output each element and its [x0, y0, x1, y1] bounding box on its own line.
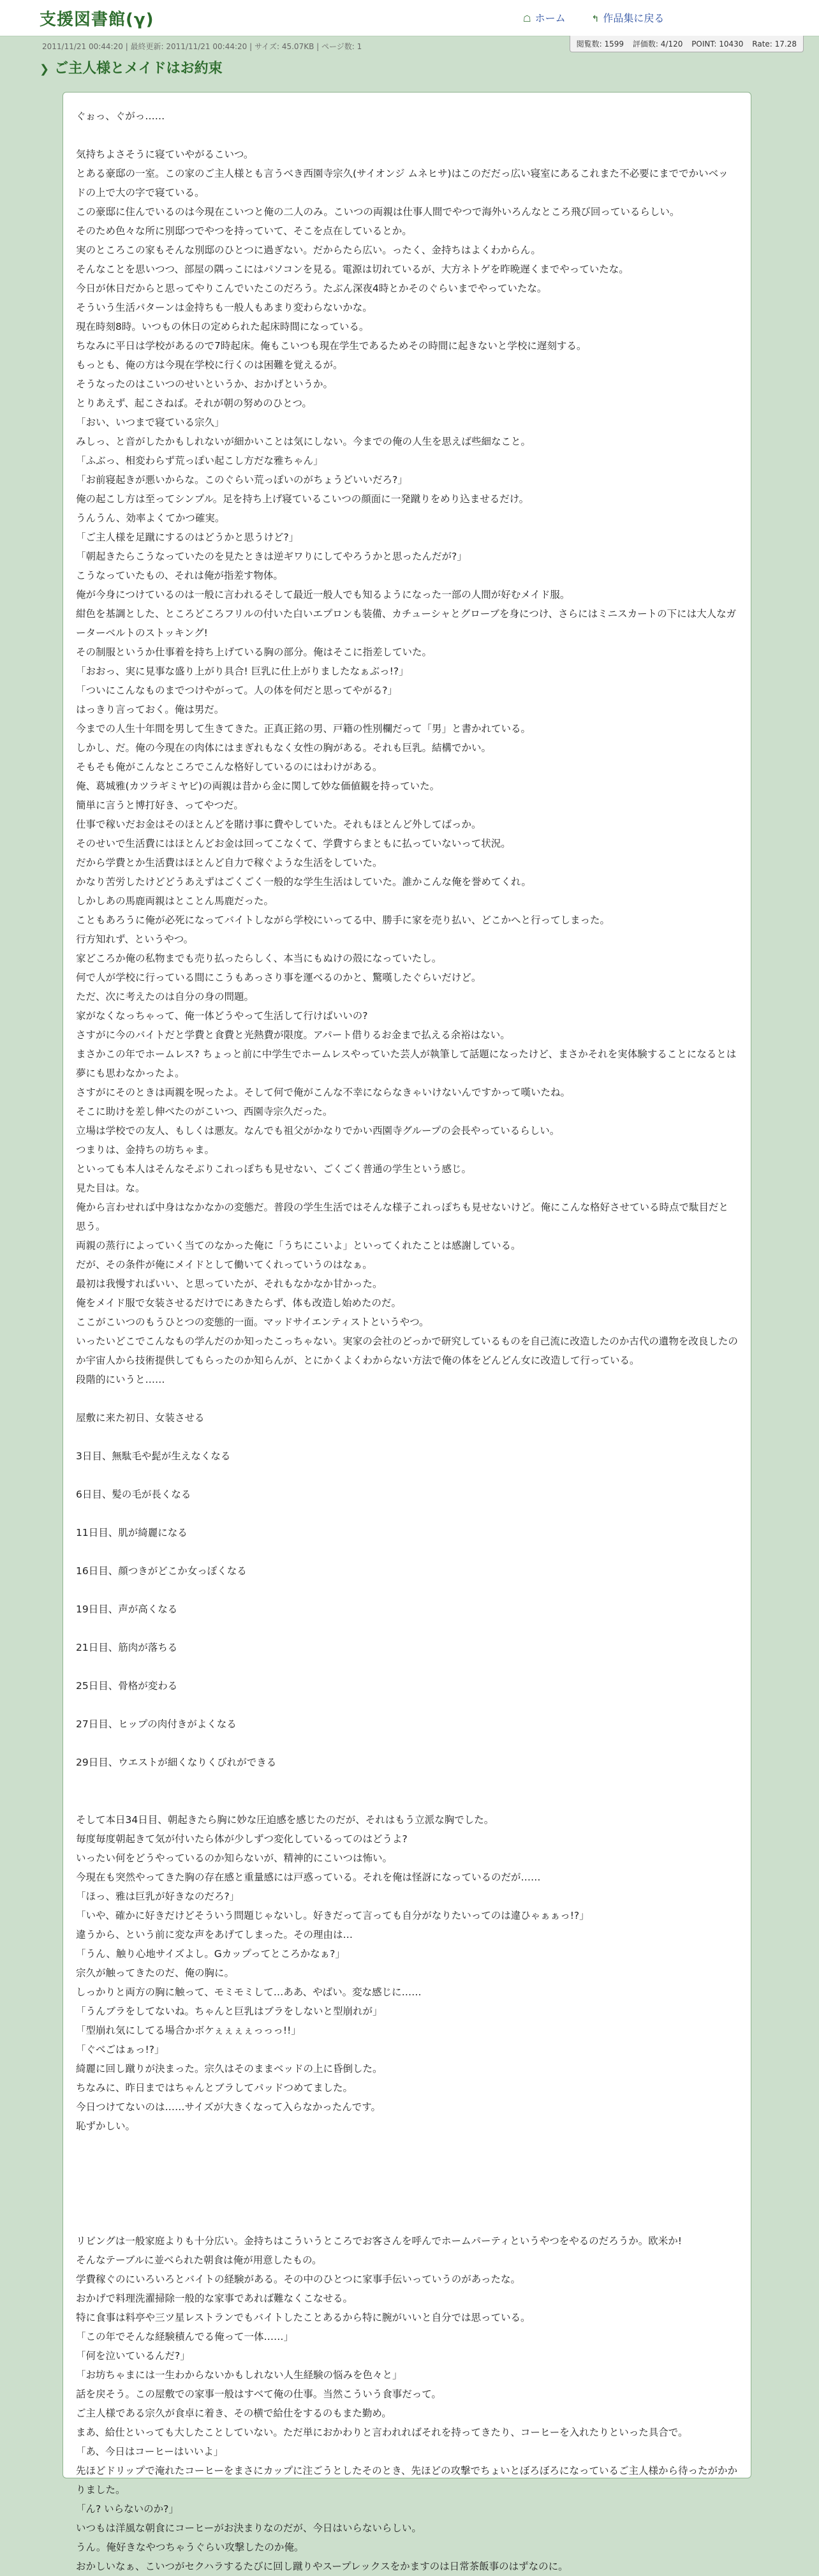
nav-back-link[interactable]: [592, 12, 665, 24]
story-line: そんなことを思いつつ、部屋の隅っこにはパソコンを見る。電源は切れているが、大方ネトゲを昨晩遅くまでやっていたな。: [76, 264, 629, 275]
blank-line: [76, 1542, 738, 1561]
story-line: この豪邸に住んでいるのは今現在こいつと俺の二人のみ。こいつの両親は仕事人間でやつで海外いろんなところ飛び回っているらしい。: [76, 206, 680, 218]
blank-line: [76, 2212, 738, 2231]
story-line: うん。俺好きなやつちゃうぐらい攻撃したのか俺。: [76, 2542, 304, 2553]
story-line: みしっ、と音がしたかもしれないが細かいことは気にしない。今までの俺の人生を思えば些細なこと。: [76, 436, 531, 447]
story-line: 紺色を基調とした、ところどころフリルの付いた白いエプロンも装備、カチューシャとグローブを身につけ、さらにはミニスカートの下には大人なガーターベルトのストッキング!: [76, 608, 737, 639]
story-line: 「うんブラをしてないね。ちゃんと巨乳はブラをしないと型崩れが」: [76, 2006, 383, 2017]
story-line: かなり苦労したけどどうあえずはごくごく一般的な学生生活はしていた。誰かこんな俺を誉めてくれ。: [76, 876, 531, 888]
story-line: 話を戻そう。この屋敷での家事一般はすべて俺の仕事。当然こういう食事だって。: [76, 2388, 441, 2400]
story-body: [63, 92, 751, 2572]
story-line: そのせいで生活費にはほとんどお金は回ってこなくて、学費すらまともに払っていないって状況。: [76, 838, 511, 849]
story-line: 今現在も突然やってきた胸の存在感と重量感には戸惑っている。それを俺は怪訝になっているのだが……: [76, 1872, 541, 1883]
story-line: いったいどこでこんなもの学んだのか知ったこっちゃない。実家の会社のどっかで研究しているものを自己流に改造したのか古代の遺物を改良したのか宇宙人から技術提供してもらったのか知らんが、とにかくよくわからない方法で俺の体をどんどん女に改造して行っている。: [76, 1336, 738, 1366]
story-line: そもそも俺がこんなところでこんな格好しているのにはわけがある。: [76, 761, 383, 773]
story-line: 恥ずかしい。: [76, 2120, 136, 2132]
story-line: そこに助けを差し伸べたのがこいつ、西園寺宗久だった。: [76, 1106, 333, 1117]
blank-line: [76, 1389, 738, 1408]
story-line: 「この年でそんな経験積んでる俺って一体……」: [76, 2331, 294, 2342]
story-line: 実のところこの家もそんな別邸のひとつに過ぎない。だからたら広い。ったく、金持ちはよくわからん。: [76, 244, 541, 256]
site-title[interactable]: 支援図書館(γ): [40, 10, 154, 29]
story-line: こともあろうに俺が必死になってバイトしながら学校にいってる中、勝手に家を売り払い、どこかへと行ってしまった。: [76, 914, 610, 926]
blank-line: [76, 1466, 738, 1485]
story-line: とりあえず、起こさねば。それが朝の努めのひとつ。: [76, 398, 312, 409]
story-line: 気持ちよさそうに寝ていやがるこいつ。: [76, 149, 254, 160]
story-line: 「ふぶっ、相変わらず荒っぽい起こし方だな雅ちゃん」: [76, 455, 323, 466]
story-line: 「ついにこんなものまでつけやがって。人の体を何だと思ってやがる?」: [76, 685, 397, 696]
story-line: といっても本人はそんなそぶりこれっぽちも見せない、ごくごく普通の学生という感じ。: [76, 1163, 472, 1175]
story-line: いつもは洋風な朝食にコーヒーがお決まりなのだが、今日はいらないらしい。: [76, 2522, 422, 2534]
blank-line: [76, 2193, 738, 2212]
story-line: 「おおっ、実に見事な盛り上がり具合! 巨乳に仕上がりましたなぁぶっ!?」: [76, 666, 409, 677]
story-line: 俺が今身につけているのは一般に言われるそして最近一般人でも知るようになった一部の人間が好むメイド服。: [76, 589, 570, 600]
story-line: 「何を泣いているんだ?」: [76, 2350, 190, 2362]
story-line: 最初は我慢すればいい、と思っていたが、それもなかなか甘かった。: [76, 1278, 383, 1290]
story-line: おかげで料理洗濯掃除一般的な家事であれば難なくこなせる。: [76, 2293, 353, 2304]
stat-views: 閲覧数: 1599: [576, 40, 624, 48]
story-line: 毎度毎度朝起きて気が付いたら体が少しずつ変化しているってのはどうよ?: [76, 1833, 408, 1845]
story-line: だが、その条件が俺にメイドとして働いてくれっていうのはなぁ。: [76, 1259, 373, 1270]
story-meta: 2011/11/21 00:44:20 | 最終更新: 2011/11/21 00:44:20 | サイズ: 45.07KB | ページ数: 1: [42, 42, 362, 51]
story-line: 16日目、顔つきがどこか女っぽくなる: [76, 1565, 247, 1577]
story-line: もっとも、俺の方は今現在学校に行くのは困難を覚えるが。: [76, 359, 343, 371]
back-arrow-icon: ↰: [591, 14, 600, 24]
story-line: 「ほっ、雅は巨乳が好きなのだろ?」: [76, 1891, 240, 1902]
story-line: 綺麗に回し蹴りが決まった。宗久はそのままベッドの上に昏倒した。: [76, 2063, 383, 2074]
story-line: そのため色々な所に別邸つでやつを持っていて、そこを点在しているとか。: [76, 225, 412, 237]
story-line: 見た目は。な。: [76, 1182, 145, 1194]
story-line: ぐぉっ、ぐがっ……: [76, 110, 165, 122]
story-line: つまりは、金持ちの坊ちゃま。: [76, 1144, 215, 1156]
blank-line: [76, 1581, 738, 1600]
story-line: そうなったのはこいつのせいというか、おかげというか。: [76, 378, 334, 390]
story-line: 先ほどドリップで淹れたコーヒーをまさにカップに注ごうとしたそのとき、先ほどの攻撃でちょいとぼろぼろになっているご主人様から待ったがかかりました。: [76, 2465, 737, 2496]
story-line: はっきり言っておく。俺は男だ。: [76, 704, 225, 715]
story-line: 家がなくなっちゃって、俺一体どうやって生活して行けばいいの?: [76, 1010, 368, 1022]
story-line: 6日目、髪の毛が長くなる: [76, 1489, 191, 1500]
nav-home-label: ホーム: [535, 12, 566, 24]
page-title: [40, 57, 223, 77]
blank-line: [76, 1734, 738, 1753]
story-line: ご主人様である宗久が食卓に着き、その横で給仕をするのもまた勤め。: [76, 2408, 392, 2419]
story-line: 「あ、今日はコーヒーはいいよ」: [76, 2446, 224, 2457]
story-line: だから学費とか生活費はほとんど自力で稼ぐような生活をしていた。: [76, 857, 383, 868]
story-line: その制服というか仕事着を持ち上げている胸の部分。俺はそこに指差していた。: [76, 646, 432, 658]
story-line: 行方知れず、というやつ。: [76, 934, 194, 945]
story-line: 俺の起こし方は至ってシンプル。足を持ち上げ寝ているこいつの顔面に一発蹴りをめり込ませるだけ。: [76, 493, 529, 505]
story-line: 違うから、という前に変な声をあげてしまった。その理由は…: [76, 1929, 353, 1940]
story-line: 俺をメイド服で女装させるだけでにあきたらず、体も改造し始めたのだ。: [76, 1297, 401, 1309]
story-line: 今日が休日だからと思ってやりこんでいたこのだろう。たぶん深夜4時とかそのぐらいまでやっていたな。: [76, 283, 547, 294]
stat-point: POINT: 10430: [691, 40, 744, 48]
nav-back-label: 作品集に戻る: [603, 12, 665, 24]
story-line: 29日目、ウエストが細くなりくびれができる: [76, 1757, 277, 1768]
story-line: 「朝起きたらこうなっていたのを見たときは逆ギワりにしてやろうかと思ったんだが?」: [76, 551, 467, 562]
story-line: しっかりと両方の胸に触って、モミモミして…ああ、やばい。変な感じに……: [76, 1986, 422, 1998]
story-line: 19日目、声が高くなる: [76, 1604, 178, 1615]
story-line: 27日目、ヒップの肉付きがよくなる: [76, 1718, 237, 1730]
story-line: 両親の蒸行によっていく当てのなかった俺に「うちにこいよ」といってくれたことは感謝している。: [76, 1240, 521, 1251]
story-line: しかしあの馬鹿両親はとことん馬鹿だった。: [76, 895, 274, 907]
top-bar: [0, 0, 819, 36]
home-icon: ☖: [523, 14, 531, 24]
story-line: とある豪邸の一室。この家のご主人様とも言うべき西園寺宗久(サイオンジ ムネヒサ)はこのだだっ広い寝室にあるこれまた不必要にまででかいベッドの上で大の字で寝ている。: [76, 168, 728, 198]
story-line: 今までの人生十年間を男して生きてきた。正真正銘の男、戸籍の性別欄だって「男」と書かれている。: [76, 723, 531, 734]
stats-box: [570, 36, 804, 52]
blank-line: [76, 1791, 738, 1810]
story-line: 「うん、触り心地サイズよし。Gカップってところかなぁ?」: [76, 1948, 345, 1960]
story-line: そういう生活パターンは金持ちも一般人もあまり変わらないかな。: [76, 302, 373, 313]
story-line: 21日目、筋肉が落ちる: [76, 1642, 178, 1653]
blank-line: [76, 1427, 738, 1447]
story-line: 「お前寝起きが悪いからな。このぐらい荒っぽいのがちょうどいいだろ?」: [76, 474, 408, 486]
story-line: リビングは一般家庭よりも十分広い。金持ちはこういうところでお客さんを呼んでホームパーティというやつをやるのだろうか。欧米か!: [76, 2235, 682, 2247]
blank-line: [76, 1657, 738, 1676]
story-line: 学費稼ぐのにいろいろとバイトの経験がある。その中のひとつに家事手伝いっていうのがあったな。: [76, 2274, 521, 2285]
story-line: 現在時刻8時。いつもの休日の定められた起床時間になっている。: [76, 321, 369, 332]
story-line: さすがに今のバイトだと学費と食費と光熱費が限度。アパート借りるお金まで払える余裕はない。: [76, 1029, 510, 1041]
story-line: 3日目、無駄毛や髭が生えなくなる: [76, 1450, 231, 1462]
story-line: 「いや、確かに好きだけどそういう問題じゃないし。好きだって言っても自分がなりたいってのは違ひゃぁぁっ!?」: [76, 1910, 589, 1921]
blank-line: [76, 1772, 738, 1791]
story-line: 11日目、肌が綺麗になる: [76, 1527, 188, 1538]
story-line: 「ぐべごはぁっ!?」: [76, 2044, 165, 2055]
story-line: 今日つけてないのは……サイズが大きくなって入らなかったんです。: [76, 2101, 381, 2113]
chevron-right-icon: ❯: [40, 63, 50, 76]
story-line: 宗久が触ってきたのだ、俺の胸に。: [76, 1967, 235, 1979]
blank-line: [76, 1695, 738, 1715]
story-line: しかし、だ。俺の今現在の肉体にはまぎれもなく女性の胸がある。それも巨乳。結構でかい。: [76, 742, 492, 754]
story-line: ここがこいつのもうひとつの変態的一面。マッドサイエンティストというやつ。: [76, 1316, 429, 1328]
blank-line: [76, 2174, 738, 2193]
story-line: そして本日34日目、朝起きたら胸に妙な圧迫感を感じたのだが、それはもう立派な胸でした。: [76, 1814, 494, 1826]
story-line: 「おい、いつまで寝ている宗久」: [76, 417, 225, 428]
story-line: 何で人が学校に行っている間にこうもあっさり事を運べるのかと、驚嘆したぐらいだけど。: [76, 972, 482, 983]
page-title-text: ご主人様とメイドはお約束: [54, 61, 223, 77]
story-line: 25日目、骨格が変わる: [76, 1680, 178, 1692]
story-line: 段階的にいうと……: [76, 1374, 165, 1385]
story-line: うんうん、効率よくてかつ確実。: [76, 512, 225, 524]
top-nav: [523, 10, 687, 25]
story-line: 俺、葛城雅(カツラギミヤビ)の両親は昔から金に関して妙な価値観を持っていた。: [76, 780, 440, 792]
story-line: ちなみに、昨日まではちゃんとブラしてパッドつめてました。: [76, 2082, 353, 2094]
story-line: いったい何をどうやっているのか知らないが、精神的にこいつは怖い。: [76, 1852, 393, 1864]
stat-rate: Rate: 17.28: [752, 40, 797, 48]
story-line: 「型崩れ気にしてる場合かボケぇぇぇぇっっっ!!」: [76, 2025, 301, 2036]
story-line: ちなみに平日は学校があるので7時起床。俺もこいつも現在学生であるためその時間に起きないと学校に遅刻する。: [76, 340, 587, 352]
blank-line: [76, 126, 738, 145]
blank-line: [76, 1504, 738, 1523]
story-line: こうなっていたもの、それは俺が指差す物体。: [76, 570, 283, 581]
story-line: 俺から言わせれば中身はなかなかの変態だ。普段の学生生活ではそんな様子これっぽちも見せないけど。俺にこんな格好させている時点で駄目だと思う。: [76, 1202, 729, 1232]
story-line: 家どころか俺の私物までも売り払ったらしく、本当にもぬけの殻になっていたし。: [76, 953, 442, 964]
nav-home-link[interactable]: [523, 12, 566, 24]
story-line: おかしいなぁ、こいつがセクハラするたびに回し蹴りやスープレックスをかますのは日常茶飯事のはずなのに。: [76, 2561, 568, 2572]
story-line: 「ん? いらないのか?」: [76, 2503, 179, 2515]
story-line: そんなテーブルに並べられた朝食は俺が用意したもの。: [76, 2254, 322, 2266]
story-line: 「お坊ちゃまには一生わからないかもしれない人生経験の悩みを色々と」: [76, 2369, 402, 2381]
blank-line: [76, 2136, 738, 2155]
story-line: ただ、次に考えたのは自分の身の問題。: [76, 991, 255, 1002]
story-line: 簡単に言うと博打好き、ってやつだ。: [76, 800, 244, 811]
story-line: 特に食事は料亭や三ツ星レストランでもバイトしたことあるから特に腕がいいと自分では思っている。: [76, 2312, 531, 2323]
story-line: 屋敷に来た初日、女装させる: [76, 1412, 205, 1424]
story-line: まさかこの年でホームレス? ちょっと前に中学生でホームレスやっていた芸人が執筆して話題になったけど、まさかそれを実体験することになるとは夢にも思わなかったよ。: [76, 1048, 737, 1079]
story-line: 仕事で稼いだお金はそのほとんどを賭け事に費やしていた。それもほとんど外してばっか。: [76, 819, 482, 830]
story-line: 「ご主人様を足蹴にするのはどうかと思うけど?」: [76, 532, 299, 543]
stat-rating-count: 評価数: 4/120: [632, 40, 683, 48]
story-line: まあ、給仕といっても大したことしていない。ただ単におかわりと言われればそれを持ってきたり、コーヒーを入れたりといった具合で。: [76, 2427, 688, 2438]
story-line: さすがにそのときは両親を呪ったよ。そして何で俺がこんな不幸にならなきゃいけないんですかって嘆いたね。: [76, 1087, 571, 1098]
blank-line: [76, 2155, 738, 2174]
story-line: 立場は学校での友人、もしくは悪友。なんでも祖父がかなりでかい西園寺グループの会長やっているらしい。: [76, 1125, 560, 1136]
blank-line: [76, 1619, 738, 1638]
